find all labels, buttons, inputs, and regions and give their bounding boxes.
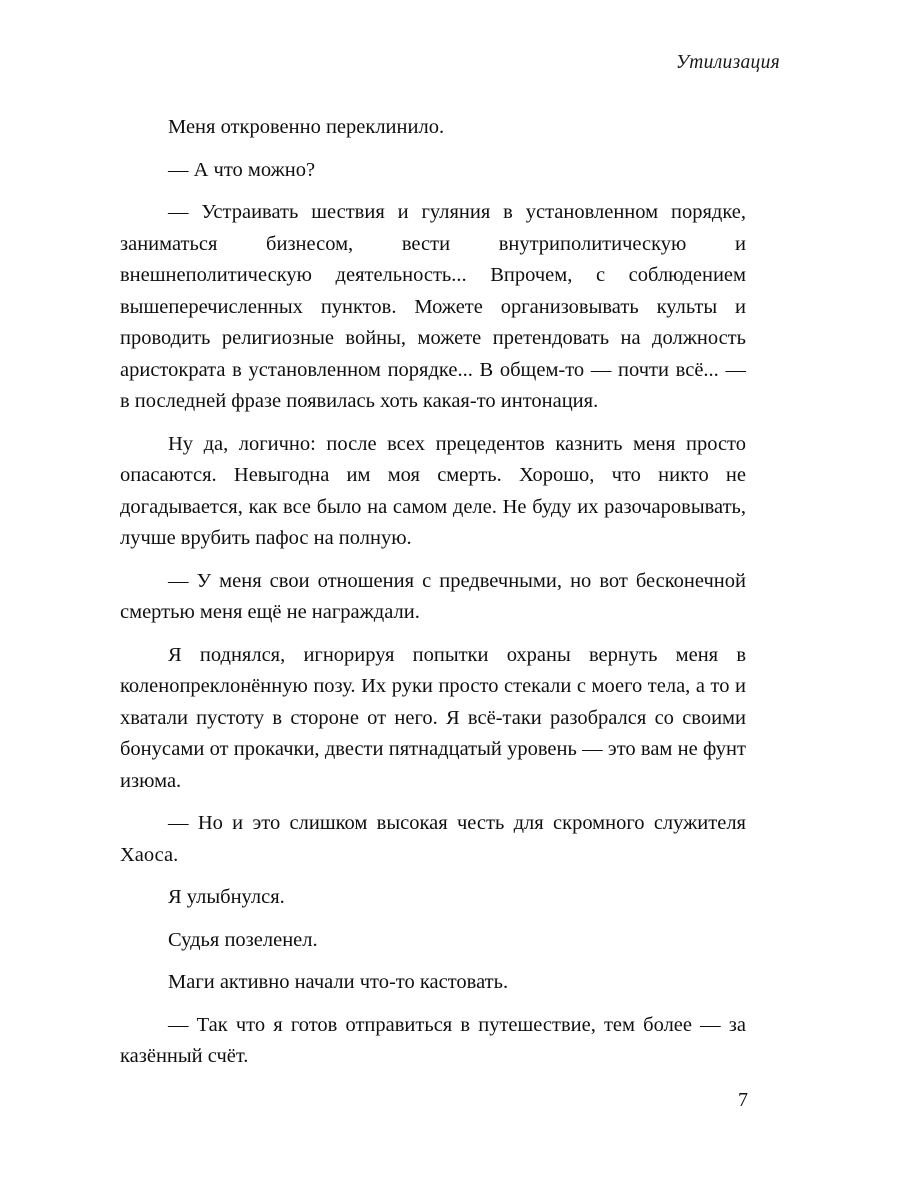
paragraph: — А что можно? — [168, 158, 316, 181]
paragraph: Судья позеленел. — [168, 928, 318, 951]
paragraph: — Но и это слишком высокая честь для скромного служителя Хаоса. — [120, 812, 746, 866]
paragraph: Меня откровенно переклинило. — [168, 116, 445, 138]
paragraph: Я поднялся, игнорируя попытки охраны вернуть меня в коленопреклонённую позу. Их руки просто стекали с моего тела, а то и хватали пустоту в стороне от него. Я всё-таки разобрался со своими бонусами от прокачки, двести пятнадцатый уровень — это вам не фунт изюма. — [120, 643, 746, 792]
running-head: Утилизация — [675, 52, 780, 73]
paragraph: — Так что я готов отправиться в путешествие, тем более — за казённый счёт. — [120, 1013, 746, 1067]
paragraph: Маги активно начали что-то кастовать. — [168, 971, 509, 993]
paragraph: — Устраивать шествия и гуляния в установленном порядке, заниматься бизнесом, вести внутриполитическую и внешнеполитическую деятельность... Впрочем, с соблюдением вышеперечисленных пунктов. Можете организовывать культы и проводить религиозные войны, можете претендовать на должность аристократа в установленном порядке... В общем-то — почти всё... — в последней фразе появилась хоть какая-то интонация. — [120, 201, 746, 412]
paragraph: Я улыбнулся. — [168, 886, 285, 908]
paragraph: Ну да, логично: после всех прецедентов казнить меня просто опасаются. Невыгодна им моя смерть. Хорошо, что никто не догадывается, как все было на самом деле. Не буду их разочаровывать, лучше врубить пафос на полную. — [120, 432, 746, 549]
paragraph: — У меня свои отношения с предвечными, но вот бесконечной смертью меня ещё не награждали. — [120, 569, 746, 623]
body-text — [120, 112, 746, 1073]
page-number: 7 — [738, 1089, 748, 1111]
